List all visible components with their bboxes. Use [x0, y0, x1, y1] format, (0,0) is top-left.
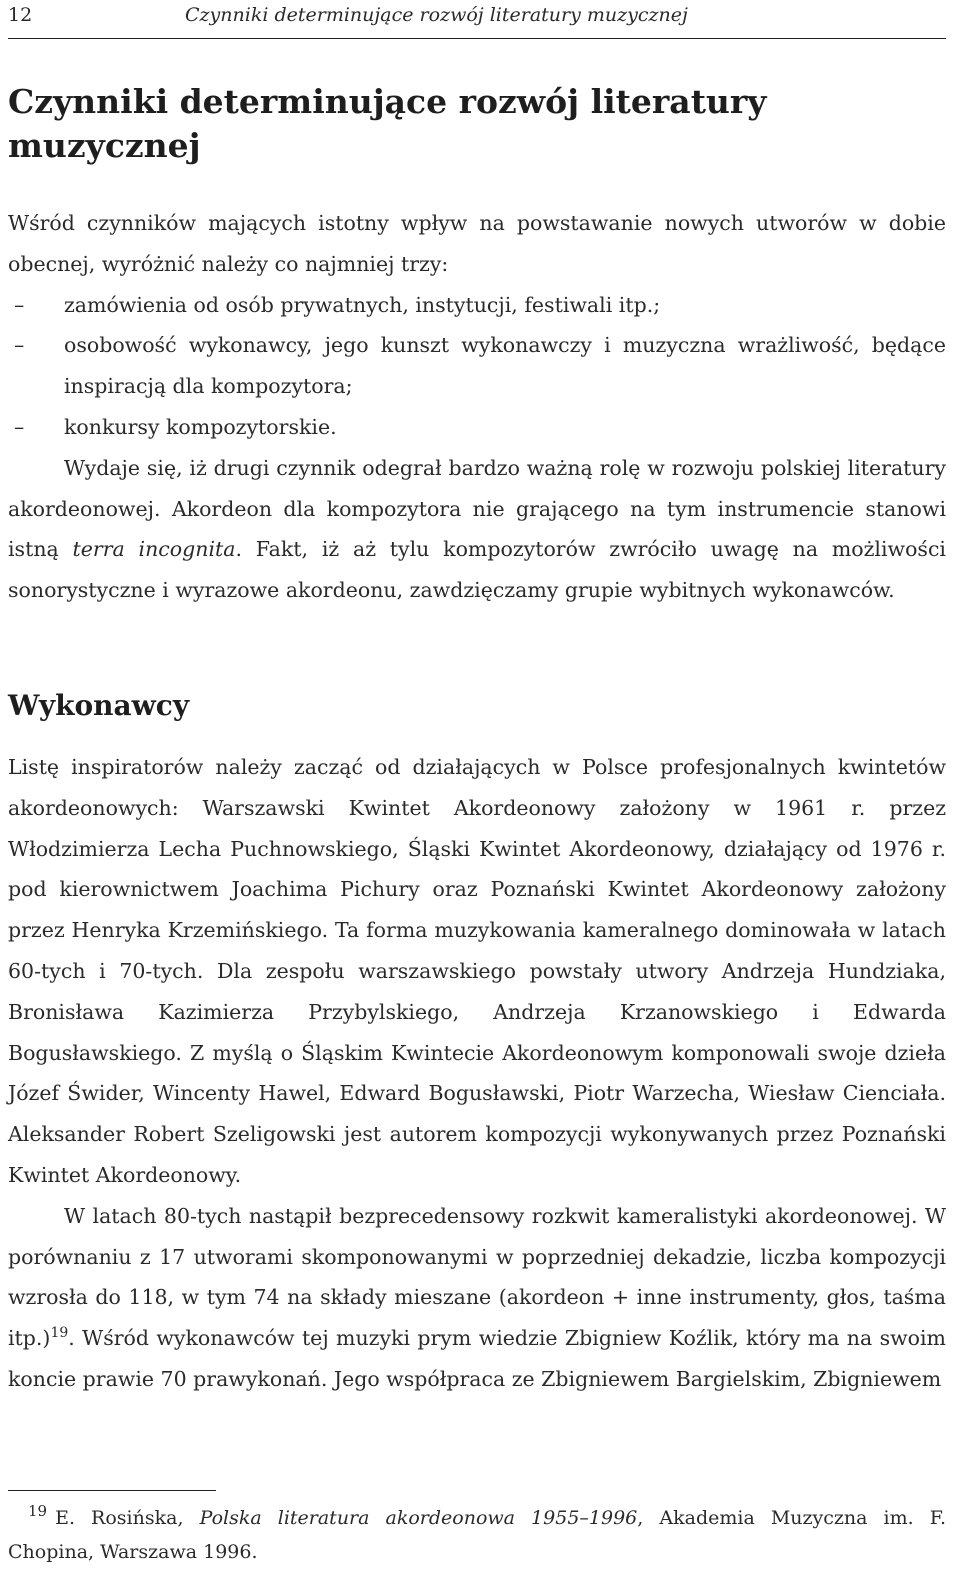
paragraph-3 — [8, 1196, 946, 1400]
footnote-author: E. Rosińska, — [55, 1507, 200, 1529]
list-item-text: konkursy kompozytorskie. — [64, 414, 337, 439]
footnote-divider — [8, 1490, 216, 1491]
list-item-text: zamówienia od osób prywatnych, instytucji, festiwali itp.; — [64, 292, 661, 317]
section-title: Wykonawcy — [8, 689, 190, 722]
list-item — [8, 285, 946, 326]
paragraph-3-text-b: . Wśród wykonawców tej muzyki prym wiedzie Zbigniew Koźlik, który ma na swoim koncie prawie 70 prawykonań. Jego współpraca ze Zbigniewem Bargielskim, Zbigniewem — [8, 1326, 946, 1391]
list-item-text: osobowość wykonawcy, jego kunszt wykonawczy i muzyczna wrażliwość, będące inspiracją dla kompozytora; — [64, 333, 946, 399]
paragraph-1 — [8, 448, 946, 611]
list-item — [8, 407, 946, 448]
performers-section — [8, 747, 946, 1400]
footnote-number: 19 — [28, 1502, 48, 1520]
paragraph-2: Listę inspiratorów należy zacząć od działających w Polsce profesjonalnych kwintetów akordeonowych: Warszawski Kwintet Akordeonowy założony w 1961 r. przez Włodzimierza Lecha Puchnowskiego, Śląski Kwintet Akordeonowy, działający od 1976 r. pod kierownictwem Joachima Pichury oraz Poznański Kwintet Akordeonowy założony przez Henryka Krzemińskiego. Ta forma muzykowania kameralnego dominowała w latach 60-tych i 70-tych. Dla zespołu warszawskiego powstały utwory Andrzeja Hundziaka, Bronisława Kazimierza Przybylskiego, Andrzeja Krzanowskiego i Edwarda Bogusławskiego. Z myślą o Śląskim Kwintecie Akordeonowym komponowali swoje dzieła Józef Świder, Wincenty Hawel, Edward Bogusławski, Piotr Warzecha, Wiesław Cienciała. Aleksander Robert Szeligowski jest autorem kompozycji wykonywanych przez Poznański Kwintet Akordeonowy. — [8, 755, 946, 1187]
running-header — [8, 0, 946, 39]
footnote — [8, 1494, 946, 1569]
paragraph-1-text-b: . Fakt, iż aż tylu kompozytorów zwróciło uwagę na możliwości sonorystyczne i wyrazowe akordeonu, zawdzięczamy grupie wybitnych wykonawców. — [8, 537, 946, 603]
paragraph-3-text-a: W latach 80-tych nastąpił bezprecedensowy rozkwit kameralistyki akordeonowej. W porównaniu z 17 utworami skomponowanymi w poprzedniej dekadzie, liczba kompozycji wzrosła do 118, w tym 74 na składy mieszane (akordeon + inne instrumenty, głos, taśma itp.) — [8, 1203, 946, 1351]
list-dash: – — [14, 333, 25, 358]
paragraph-1-italic: terra incognita — [72, 537, 236, 562]
factor-list — [8, 285, 946, 448]
intro-section — [8, 203, 946, 611]
list-dash: – — [14, 292, 25, 317]
page-number: 12 — [8, 4, 33, 26]
list-dash: – — [14, 414, 25, 439]
running-title: Czynniki determinujące rozwój literatury muzycznej — [185, 4, 688, 26]
chapter-title: Czynniki determinujące rozwój literatury muzycznej — [8, 82, 767, 165]
paragraph-1-text-a: Wydaje się, iż drugi czynnik odegrał bardzo ważną rolę w rozwoju polskiej literatury akordeonowej. Akordeon dla kompozytora nie grającego na tym instrumencie stanowi istną — [8, 455, 946, 562]
list-item — [8, 325, 946, 407]
footnote-reference[interactable]: 19 — [50, 1325, 69, 1342]
footnote-publisher: , Akademia Muzyczna im. F. Chopina, Warszawa 1996. — [8, 1507, 946, 1563]
footnote-book-title: Polska literatura akordeonowa 1955–1996 — [199, 1507, 638, 1529]
document-page — [8, 0, 946, 1589]
intro-paragraph: Wśród czynników mających istotny wpływ na powstawanie nowych utworów w dobie obecnej, wyróżnić należy co najmniej trzy: — [8, 211, 946, 276]
